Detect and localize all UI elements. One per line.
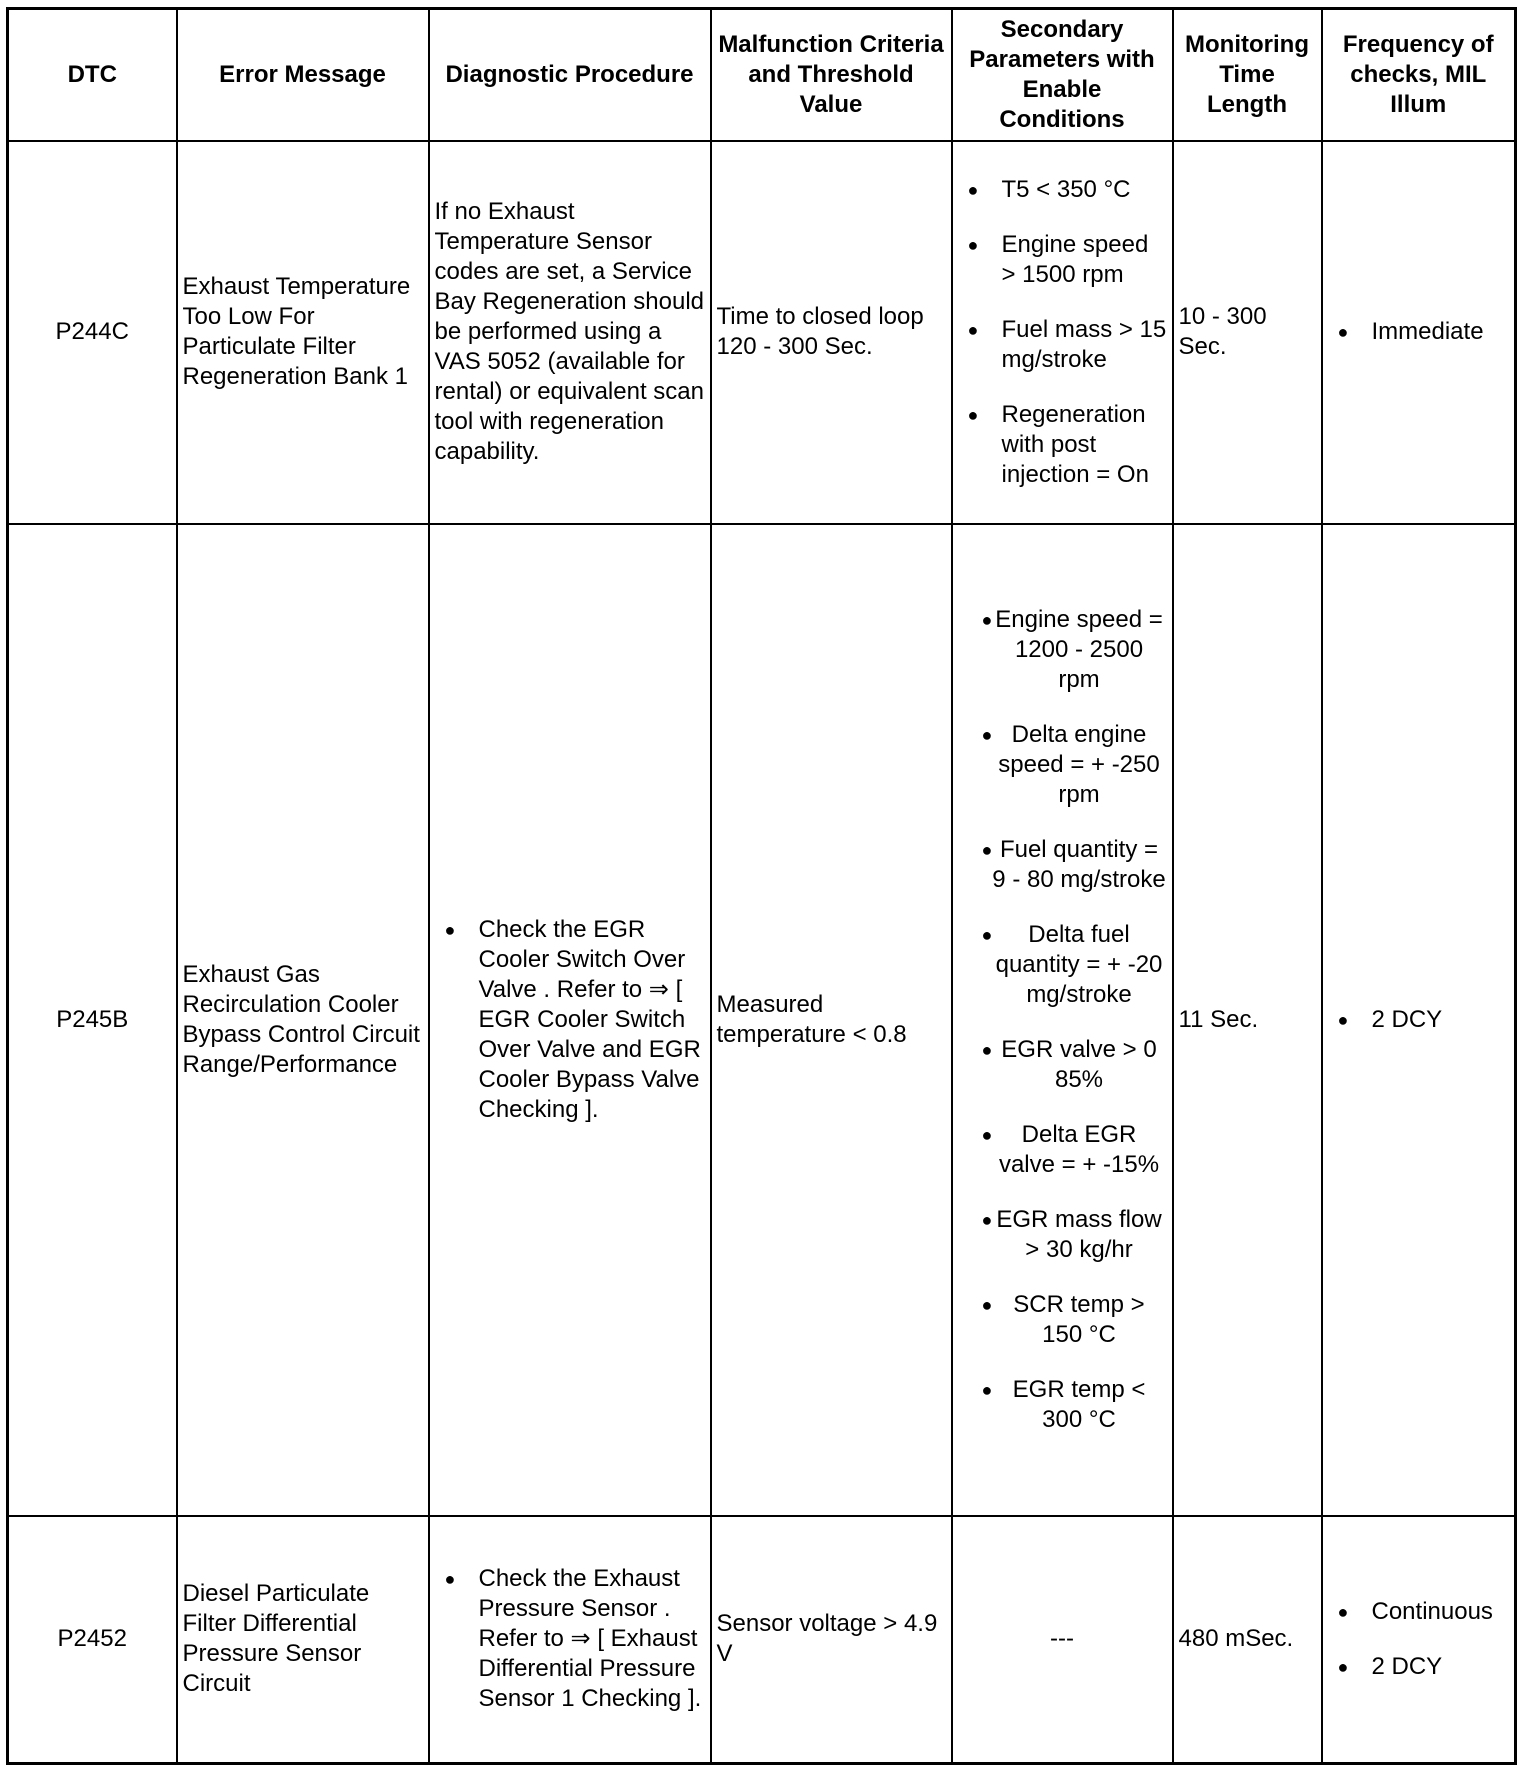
secondary-parameters bbox=[952, 141, 1173, 524]
list-item: ● EGR temp < 300 °C bbox=[958, 1375, 1167, 1435]
list-item: ● Check the Exhaust Pressure Sensor . Refer to ⇒ [ Exhaust Differential Pressure Sensor 1 Checking ]. bbox=[435, 1564, 705, 1714]
frequency bbox=[1322, 524, 1516, 1516]
malfunction-criteria: Time to closed loop 120 - 300 Sec. bbox=[711, 141, 952, 524]
list-item: ● Fuel quantity = 9 - 80 mg/stroke bbox=[958, 835, 1167, 895]
list-item: ● 2 DCY bbox=[1328, 1005, 1510, 1035]
list-item: ● Engine speed = 1200 - 2500 rpm bbox=[958, 605, 1167, 695]
list-item: ● EGR valve > 0 85% bbox=[958, 1035, 1167, 1095]
monitoring-time: 480 mSec. bbox=[1173, 1516, 1322, 1764]
dtc-table bbox=[6, 7, 1517, 1765]
malfunction-criteria: Sensor voltage > 4.9 V bbox=[711, 1516, 952, 1764]
diagnostic-procedure: If no Exhaust Temperature Sensor codes are set, a Service Bay Regeneration should be performed using a VAS 5052 (available for rental) or equivalent scan tool with regeneration capability. bbox=[429, 141, 711, 524]
list-item: ● EGR mass flow > 30 kg/hr bbox=[958, 1205, 1167, 1265]
dtc-code: P244C bbox=[8, 141, 177, 524]
list-item: ● Continuous bbox=[1328, 1597, 1510, 1627]
malfunction-criteria: Measured temperature < 0.8 bbox=[711, 524, 952, 1516]
header-error-message: Error Message bbox=[177, 9, 429, 141]
header-monitoring-time: Monitoring Time Length bbox=[1173, 9, 1322, 141]
table-row bbox=[8, 524, 1516, 1516]
frequency bbox=[1322, 141, 1516, 524]
dtc-code: P245B bbox=[8, 524, 177, 1516]
table-row bbox=[8, 141, 1516, 524]
error-message: Diesel Particulate Filter Differential Pressure Sensor Circuit bbox=[177, 1516, 429, 1764]
header-dtc: DTC bbox=[8, 9, 177, 141]
list-item: ● Delta EGR valve = + -15% bbox=[958, 1120, 1167, 1180]
monitoring-time: 11 Sec. bbox=[1173, 524, 1322, 1516]
list-item: ● Check the EGR Cooler Switch Over Valve . Refer to ⇒ [ EGR Cooler Switch Over Valve and EGR Cooler Bypass Valve Checking ]. bbox=[435, 915, 705, 1125]
frequency bbox=[1322, 1516, 1516, 1764]
list-item: ● SCR temp > 150 °C bbox=[958, 1290, 1167, 1350]
error-message: Exhaust Temperature Too Low For Particulate Filter Regeneration Bank 1 bbox=[177, 141, 429, 524]
monitoring-time: 10 - 300 Sec. bbox=[1173, 141, 1322, 524]
error-message: Exhaust Gas Recirculation Cooler Bypass Control Circuit Range/Performance bbox=[177, 524, 429, 1516]
diagnostic-procedure bbox=[429, 1516, 711, 1764]
header-malfunction-criteria: Malfunction Criteria and Threshold Value bbox=[711, 9, 952, 141]
header-diagnostic-procedure: Diagnostic Procedure bbox=[429, 9, 711, 141]
table-header-row bbox=[8, 9, 1516, 141]
list-item: ● Delta engine speed = + -250 rpm bbox=[958, 720, 1167, 810]
header-frequency: Frequency of checks, MIL Illum bbox=[1322, 9, 1516, 141]
list-item: ● T5 < 350 °C bbox=[958, 175, 1167, 205]
list-item: ● Engine speed > 1500 rpm bbox=[958, 230, 1167, 290]
list-item: ● Delta fuel quantity = + -20 mg/stroke bbox=[958, 920, 1167, 1010]
diagnostic-procedure bbox=[429, 524, 711, 1516]
list-item: ● Immediate bbox=[1328, 317, 1510, 347]
secondary-parameters bbox=[952, 524, 1173, 1516]
table-row bbox=[8, 1516, 1516, 1764]
secondary-parameters: --- bbox=[952, 1516, 1173, 1764]
list-item: ● Regeneration with post injection = On bbox=[958, 400, 1167, 490]
list-item: ● 2 DCY bbox=[1328, 1652, 1510, 1682]
list-item: ● Fuel mass > 15 mg/stroke bbox=[958, 315, 1167, 375]
dtc-code: P2452 bbox=[8, 1516, 177, 1764]
header-secondary-parameters: Secondary Parameters with Enable Conditions bbox=[952, 9, 1173, 141]
